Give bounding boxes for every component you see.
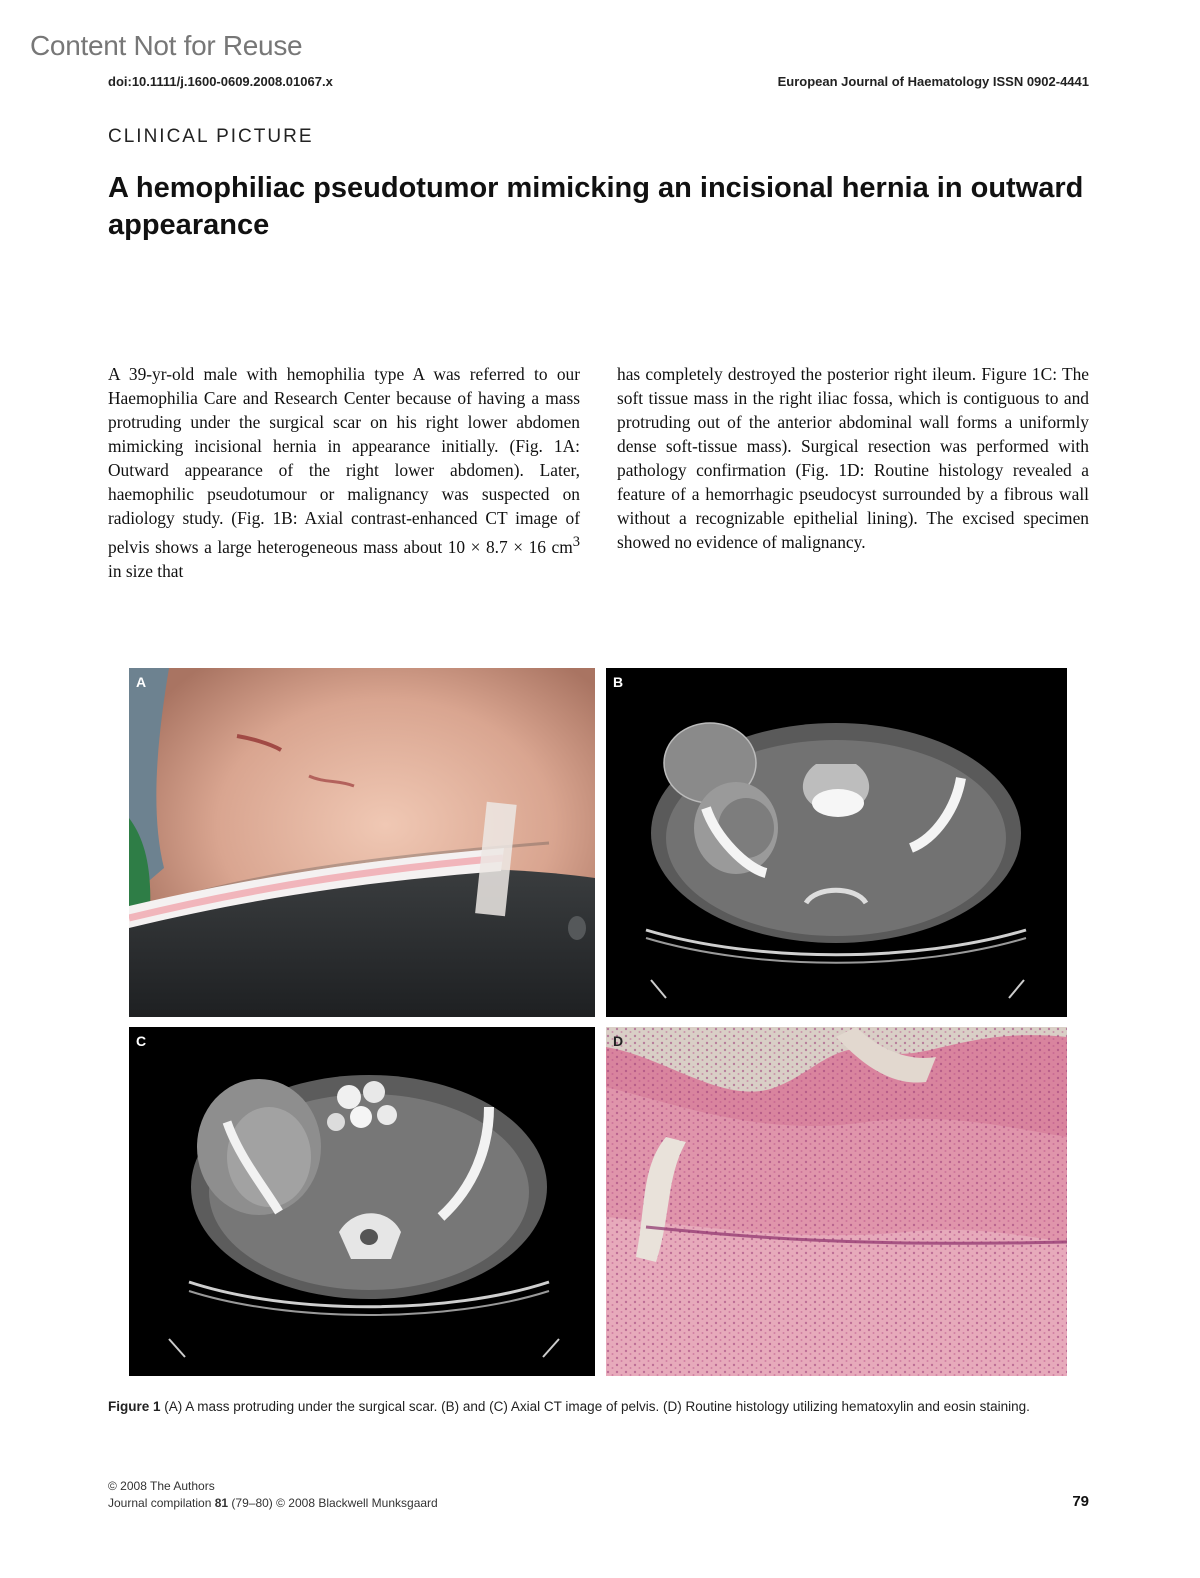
figure-panel-a: [129, 668, 595, 1017]
figure-panel-c: [129, 1027, 595, 1376]
panel-d-histology: [606, 1027, 1067, 1376]
body-left-text-end: in size that: [108, 560, 184, 581]
body-left-superscript: 3: [572, 534, 580, 550]
body-column-right: has completely destroyed the posterior right ileum. Figure 1C: The soft tissue mass in the right iliac fossa, which is contiguous to and protruding out of the anterior abdominal wall forms a uniformly dense soft-tissue mass). Surgical resection was performed with pathology confirmation (Fig. 1D: Routine histology revealed a feature of a hemorrhagic pseudocyst surrounded by a fibrous wall without a recognizable epithelial lining). The excised specimen showed no evidence of malignancy.: [617, 364, 1089, 552]
body-left-text: A 39-yr-old male with hemophilia type A was referred to our Haemophilia Care and Research Center because of having a mass protruding under the surgical scar on his right lower abdomen mimicking incisional hernia in appearance initially. (Fig. 1A: Outward appearance of the right lower abdomen). Later, haemophilic pseudotumour or malignancy was suspected on radiology study. (Fig. 1B: Axial contrast-enhanced CT image of pelvis shows a large heterogeneous mass about 10 × 8.7 × 16 cm: [108, 364, 580, 557]
caption-label: Figure 1: [108, 1399, 161, 1414]
panel-d-label: D: [613, 1033, 624, 1049]
panel-c-ct-image: [129, 1027, 595, 1376]
caption-text: (A) A mass protruding under the surgical scar. (B) and (C) Axial CT image of pelvis. (D) Routine histology utilizing hematoxylin and eosin staining.: [160, 1399, 1030, 1414]
watermark: Content Not for Reuse: [30, 30, 303, 61]
header-journal: European Journal of Haematology ISSN 0902-4441: [777, 74, 1089, 89]
panel-b-label: B: [613, 674, 624, 690]
article-title: A hemophiliac pseudotumor mimicking an incisional hernia in outward appearance: [108, 172, 1084, 241]
figure-caption: [108, 1396, 1093, 1417]
body-column-left: [108, 362, 580, 583]
footer-copyright: © 2008 The Authors: [108, 1479, 215, 1493]
header-doi: doi:10.1111/j.1600-0609.2008.01067.x: [108, 74, 333, 89]
footer-compilation-text: Journal compilation: [108, 1496, 215, 1510]
footer-compilation-end: (79–80) © 2008 Blackwell Munksgaard: [228, 1496, 438, 1510]
section-label: CLINICAL PICTURE: [108, 126, 314, 147]
panel-a-photo: [129, 668, 595, 1017]
panel-c-label: C: [136, 1033, 147, 1049]
page-number: 79: [1072, 1493, 1089, 1510]
panel-a-label: A: [136, 674, 147, 690]
footer-volume: 81: [214, 1496, 229, 1510]
figure-panel-b: [606, 668, 1067, 1017]
panel-b-ct-image: [606, 668, 1067, 1017]
footer-compilation: [108, 1496, 438, 1510]
figure-panel-d: [606, 1027, 1067, 1376]
figure-1: [129, 668, 1067, 1376]
